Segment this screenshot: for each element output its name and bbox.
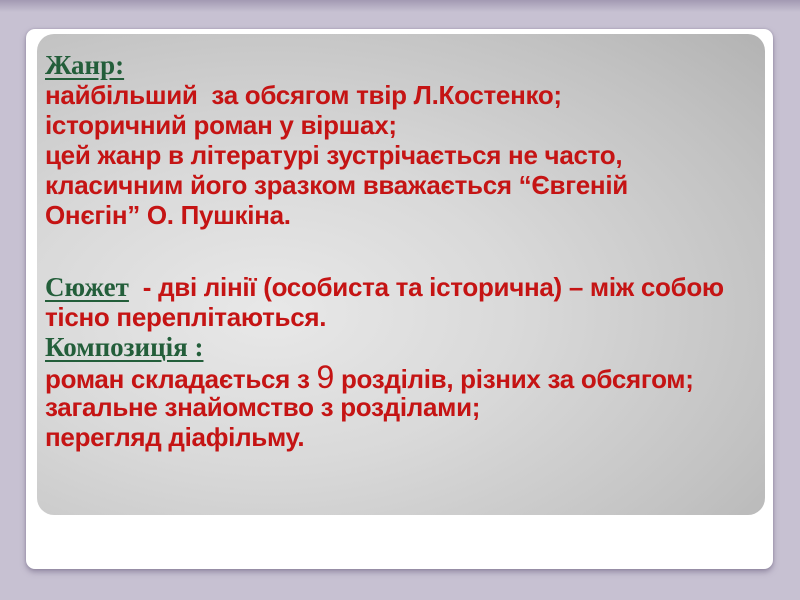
text-line: перегляд діафільму. [45,422,305,452]
composition-heading: Композиція : [45,332,204,362]
text-line-plot [45,272,757,302]
slide-text-block [45,50,757,452]
text-line-genre-heading [45,50,757,80]
text-line: цей жанр в літературі зустрічається не часто, [45,140,623,170]
text-line-chapters [45,359,757,395]
chapters-text-after: розділів, різних за обсягом; [334,364,694,394]
top-shadow-band [0,0,800,12]
text-line: Онєгін” О. Пушкіна. [45,200,291,230]
plot-heading: Сюжет [45,272,129,302]
genre-heading: Жанр: [45,50,125,80]
text-line: загальне знайомство з розділами; [45,392,481,422]
text-line: найбільший за обсягом твір Л.Костенко; [45,80,562,110]
chapter-count-number: 9 [316,359,335,395]
blank-line [45,230,757,272]
text-line-composition-heading [45,332,757,362]
slide-frame [26,29,773,569]
text-line: історичний роман у віршах; [45,110,397,140]
chapters-text-before: роман складається з [45,364,317,394]
plot-body-text: - дві лінії (особиста та історична) – між собою [128,272,724,302]
content-panel [37,34,765,515]
text-line: класичним його зразком вважається “Євгеній [45,170,628,200]
text-line: тісно переплітаються. [45,302,327,332]
